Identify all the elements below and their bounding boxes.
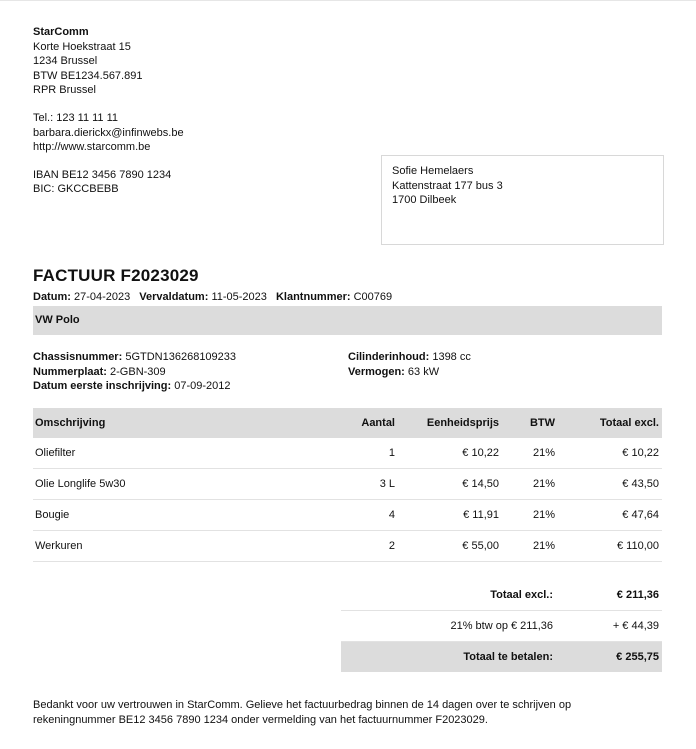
header-description: Omschrijving xyxy=(33,408,315,438)
company-rpr: RPR Brussel xyxy=(33,84,96,97)
item-total: € 47,64 xyxy=(555,500,662,531)
invoice-meta xyxy=(33,291,392,303)
totals-table xyxy=(341,580,662,672)
item-quantity: 2 xyxy=(315,531,395,562)
item-vat: 21% xyxy=(499,500,555,531)
table-row xyxy=(33,531,662,562)
power-label: Vermogen: xyxy=(348,365,405,378)
item-total: € 10,22 xyxy=(555,438,662,469)
grand-total-row xyxy=(341,642,662,673)
item-total: € 110,00 xyxy=(555,531,662,562)
table-row xyxy=(33,438,662,469)
invoice-due-date: 11-05-2023 xyxy=(211,291,267,303)
vat-row xyxy=(341,611,662,642)
footer-line-2: rekeningnummer BE12 3456 7890 1234 onder vermelding van het factuurnummer F2023029. xyxy=(33,714,488,726)
client-number: C00769 xyxy=(353,291,393,303)
vehicle-model: VW Polo xyxy=(35,314,80,326)
due-label: Vervaldatum: xyxy=(139,291,209,303)
chassis-label: Chassisnummer: xyxy=(33,351,123,363)
invoice-title: FACTUUR F2023029 xyxy=(33,266,199,285)
company-website: http://www.starcomm.be xyxy=(33,141,151,154)
vehicle-details-right xyxy=(348,350,471,379)
company-iban: IBAN BE12 3456 7890 1234 xyxy=(33,168,172,181)
top-divider xyxy=(0,0,696,1)
item-description: Oliefilter xyxy=(33,438,315,469)
company-street: Korte Hoekstraat 15 xyxy=(33,40,131,53)
item-unit-price: € 11,91 xyxy=(395,500,499,531)
table-header-row xyxy=(33,408,662,438)
chassis-number: 5GTDN136268109233 xyxy=(125,351,237,363)
customer-address-box xyxy=(381,155,664,245)
item-quantity: 3 L xyxy=(315,469,395,500)
item-description: Bougie xyxy=(33,500,315,531)
footer-line-1: Bedankt voor uw vertrouwen in StarComm. Gelieve het factuurbedrag binnen de 14 dagen over te schrijven op xyxy=(33,699,572,711)
item-unit-price: € 55,00 xyxy=(395,531,499,562)
company-phone: Tel.: 123 11 11 11 xyxy=(33,111,119,124)
date-label: Datum: xyxy=(33,291,71,303)
item-vat: 21% xyxy=(499,438,555,469)
item-description: Olie Longlife 5w30 xyxy=(33,469,315,500)
grand-total-label: Totaal te betalen: xyxy=(341,642,553,673)
first-registration-label: Datum eerste inschrijving: xyxy=(33,380,172,393)
table-row xyxy=(33,469,662,500)
item-total: € 43,50 xyxy=(555,469,662,500)
header-quantity: Aantal xyxy=(315,408,395,438)
subtotal-value: € 211,36 xyxy=(553,580,662,611)
cylinder-capacity: 1398 cc xyxy=(432,351,471,363)
client-label: Klantnummer: xyxy=(275,291,351,303)
vehicle-details-left xyxy=(33,350,236,394)
cc-label: Cilinderinhoud: xyxy=(348,351,430,363)
vehicle-model-bar xyxy=(33,306,662,335)
vat-value: + € 44,39 xyxy=(553,611,662,642)
item-quantity: 1 xyxy=(315,438,395,469)
table-row xyxy=(33,500,662,531)
header-total: Totaal excl. xyxy=(555,408,662,438)
company-city: 1234 Brussel xyxy=(33,55,98,68)
header-vat: BTW xyxy=(499,408,555,438)
engine-power: 63 kW xyxy=(407,365,440,378)
company-name: StarComm xyxy=(33,26,89,38)
customer-street: Kattenstraat 177 bus 3 xyxy=(392,179,503,192)
invoice-items-table xyxy=(33,408,662,562)
item-unit-price: € 10,22 xyxy=(395,438,499,469)
item-unit-price: € 14,50 xyxy=(395,469,499,500)
item-description: Werkuren xyxy=(33,531,315,562)
vat-label: 21% btw op € 211,36 xyxy=(341,611,553,642)
license-plate: 2-GBN-309 xyxy=(110,365,166,378)
item-vat: 21% xyxy=(499,469,555,500)
subtotal-label: Totaal excl.: xyxy=(341,580,553,611)
customer-city: 1700 Dilbeek xyxy=(392,194,457,207)
item-vat: 21% xyxy=(499,531,555,562)
subtotal-row xyxy=(341,580,662,611)
company-info xyxy=(33,25,184,197)
company-vat: BTW BE1234.567.891 xyxy=(33,69,143,82)
company-bic: BIC: GKCCBEBB xyxy=(33,183,119,196)
customer-name: Sofie Hemelaers xyxy=(392,165,474,177)
invoice-date: 27-04-2023 xyxy=(73,291,131,303)
plate-label: Nummerplaat: xyxy=(33,365,107,378)
first-registration-date: 07-09-2012 xyxy=(174,380,231,393)
footer-note xyxy=(33,698,633,728)
grand-total-value: € 255,75 xyxy=(553,642,662,673)
header-unit-price: Eenheidsprijs xyxy=(395,408,499,438)
item-quantity: 4 xyxy=(315,500,395,531)
company-email: barbara.dierickx@infinwebs.be xyxy=(33,126,184,139)
